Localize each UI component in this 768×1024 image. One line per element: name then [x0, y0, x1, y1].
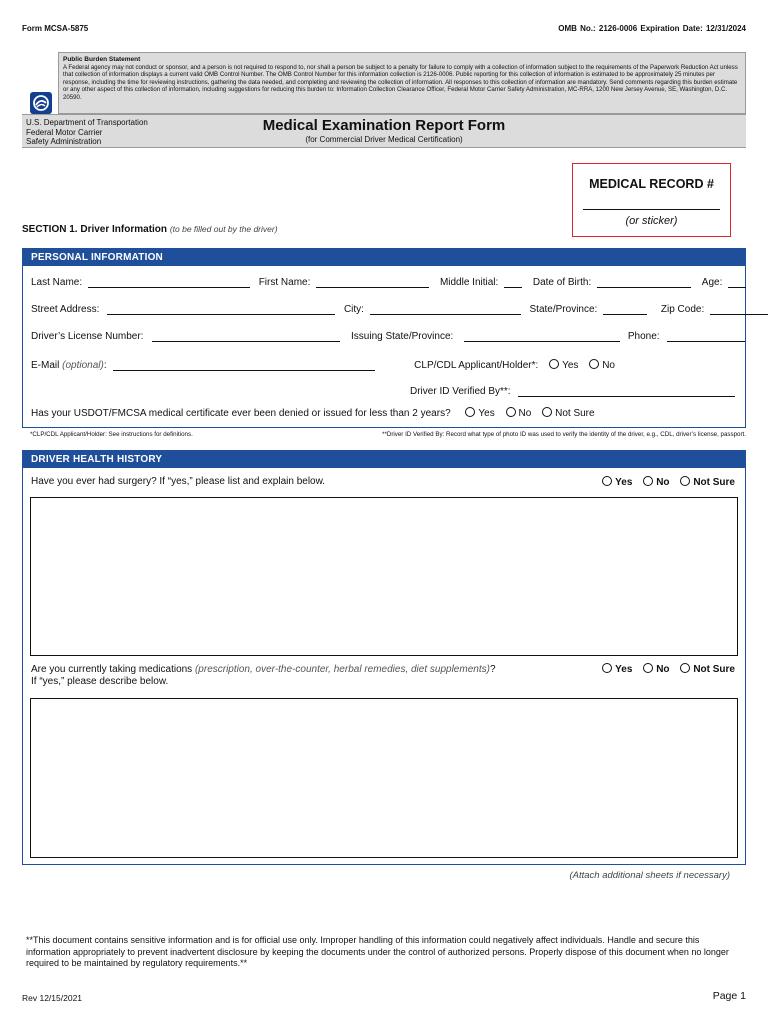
- city-field[interactable]: [370, 304, 521, 315]
- certificate-question: Has your USDOT/FMCSA medical certificate ever been denied or issued for less than 2 years?: [31, 408, 451, 419]
- dot-logo-icon: [30, 92, 52, 114]
- clp-no-label: No: [602, 360, 615, 371]
- license-number-label: Driver’s License Number:: [31, 331, 144, 342]
- personal-information-panel: [22, 248, 746, 428]
- issuing-state-field[interactable]: [464, 331, 620, 342]
- clp-yes-option[interactable]: [549, 360, 578, 371]
- personal-information-heading: PERSONAL INFORMATION: [23, 249, 745, 266]
- clp-yes-radio[interactable]: [549, 359, 559, 369]
- medications-question-text: Are you currently taking medications: [31, 664, 193, 675]
- email-field[interactable]: [113, 360, 375, 371]
- cert-not-sure-option[interactable]: [542, 408, 594, 419]
- clp-no-option[interactable]: [589, 360, 615, 371]
- meds-no-radio[interactable]: [643, 663, 653, 673]
- age-field[interactable]: [728, 277, 746, 288]
- surgery-no-radio[interactable]: [643, 476, 653, 486]
- surgery-yes-radio[interactable]: [602, 476, 612, 486]
- burden-title: Public Burden Statement: [63, 56, 141, 63]
- surgery-not-sure-option[interactable]: [680, 477, 735, 488]
- surgery-yes-option[interactable]: [602, 477, 632, 488]
- email-optional-note: (optional): [62, 360, 104, 371]
- email-colon: :: [103, 360, 107, 371]
- medical-record-sticker-note: (or sticker): [625, 215, 678, 227]
- driver-health-history-heading: DRIVER HEALTH HISTORY: [23, 451, 745, 468]
- clp-no-radio[interactable]: [589, 359, 599, 369]
- dob-field[interactable]: [597, 277, 691, 288]
- state-field[interactable]: [603, 304, 647, 315]
- medications-describe: If “yes,” please describe below.: [31, 676, 169, 687]
- meds-yes-label: Yes: [615, 664, 633, 675]
- section-1-note: (to be filled out by the driver): [169, 224, 278, 234]
- surgery-explanation-box[interactable]: [30, 497, 738, 656]
- meds-no-option[interactable]: [643, 664, 669, 675]
- state-label: State/Province:: [529, 304, 598, 315]
- first-name-label: First Name:: [258, 277, 311, 288]
- medications-description-box[interactable]: [30, 698, 738, 858]
- burden-text: A Federal agency may not conduct or sponsor, and a person is not required to respond to, nor shall a person be subject to a penalty for failure to comply with a collection of information subject to the requirements of the Paperwork Reduction Act unless that collection of information displays a current valid OMB Control Number. The OMB Control Number for this information collection is 2126-0006. Public reporting for this collection of information is estimated to be approximately 25 minutes per response, including the time for reviewing instructions, gathering the data needed, and completing and reviewing the collection of information. All responses to this collection of information are mandatory. Send comments regarding this burden estimate or any other aspect of this collection of information, including suggestions for reducing this burden to: Information Collection Clearance Officer, Federal Motor Carrier Safety Administration, MC-RRA, 1200 New Jersey Avenue, SE, Washington, D.C. 20590.: [63, 64, 738, 101]
- row-address: [31, 304, 768, 315]
- issuing-state-label: Issuing State/Province:: [351, 331, 454, 342]
- last-name-label: Last Name:: [31, 277, 83, 288]
- meds-yes-radio[interactable]: [602, 663, 612, 673]
- cert-no-label: No: [518, 408, 532, 419]
- cert-not-sure-radio[interactable]: [542, 407, 552, 417]
- medications-question-end: ?: [489, 664, 496, 675]
- meds-no-label: No: [656, 664, 670, 675]
- clp-yes-label: Yes: [562, 360, 579, 371]
- surgery-not-sure-radio[interactable]: [680, 476, 690, 486]
- surgery-no-option[interactable]: [643, 477, 669, 488]
- street-address-label: Street Address:: [31, 304, 100, 315]
- agency-line-3: Safety Administration: [26, 137, 102, 146]
- form-title: Medical Examination Report Form: [262, 117, 506, 134]
- surgery-options: [594, 476, 735, 488]
- meds-not-sure-option[interactable]: [680, 664, 735, 675]
- phone-field[interactable]: [667, 331, 745, 342]
- middle-initial-label: Middle Initial:: [439, 277, 499, 288]
- clp-footnote: *CLP/CDL Applicant/Holder: See instructions for definitions.: [30, 431, 193, 438]
- row-email: [31, 359, 615, 371]
- surgery-yes-label: Yes: [615, 477, 633, 488]
- medical-record-box[interactable]: [572, 163, 731, 237]
- street-address-field[interactable]: [107, 304, 335, 315]
- surgery-no-label: No: [656, 477, 670, 488]
- first-name-field[interactable]: [316, 277, 429, 288]
- medical-record-line[interactable]: [583, 209, 720, 210]
- city-label: City:: [343, 304, 364, 315]
- medications-question: [31, 664, 496, 688]
- cert-not-sure-label: Not Sure: [555, 408, 595, 419]
- dob-label: Date of Birth:: [532, 277, 592, 288]
- meds-not-sure-label: Not Sure: [693, 664, 735, 675]
- cert-yes-option[interactable]: [465, 408, 494, 419]
- surgery-question: Have you ever had surgery? If “yes,” please list and explain below.: [31, 476, 326, 487]
- driver-id-verified-field[interactable]: [518, 386, 735, 397]
- cert-yes-radio[interactable]: [465, 407, 475, 417]
- middle-initial-field[interactable]: [504, 277, 522, 288]
- revision-date: Rev 12/15/2021: [22, 993, 83, 1003]
- section-1-title: SECTION 1. Driver Information: [22, 224, 168, 235]
- omb-expiration: OMB No.: 2126-0006 Expiration Date: 12/31/2024: [558, 24, 746, 33]
- clp-cdl-label: CLP/CDL Applicant/Holder*:: [414, 360, 539, 371]
- agency-line-1: U.S. Department of Transportation: [26, 118, 148, 127]
- phone-label: Phone:: [627, 331, 660, 342]
- zip-field[interactable]: [710, 304, 768, 315]
- zip-label: Zip Code:: [660, 304, 705, 315]
- meds-not-sure-radio[interactable]: [680, 663, 690, 673]
- age-label: Age:: [701, 277, 723, 288]
- license-number-field[interactable]: [152, 331, 340, 342]
- cert-no-option[interactable]: [506, 408, 532, 419]
- page-number: Page 1: [712, 990, 746, 1002]
- row-names: [31, 277, 746, 288]
- email-label: E-Mail: [31, 360, 60, 371]
- burden-statement: [58, 52, 746, 114]
- attach-sheets-note: (Attach additional sheets if necessary): [569, 870, 730, 881]
- agency-line-2: Federal Motor Carrier: [26, 127, 103, 137]
- row-certificate: [31, 407, 595, 419]
- form-subtitle: (for Commercial Driver Medical Certification): [305, 135, 463, 144]
- driver-id-verified-label: Driver ID Verified By**:: [410, 386, 511, 397]
- surgery-not-sure-label: Not Sure: [693, 477, 735, 488]
- row-license: [31, 331, 745, 342]
- medications-note: (prescription, over-the-counter, herbal remedies, diet supplements): [194, 664, 490, 675]
- medications-options: [594, 663, 735, 675]
- sensitive-information-notice: **This document contains sensitive information and is for official use only. Improper handling of this information could negatively affect individuals. Handle and secure this information appropriately to prevent inadvertent disclosure by keeping the documents under the control of authorized persons. Properly dispose of this document when no longer required to be maintained by regulatory requirements.**: [26, 935, 729, 968]
- meds-yes-option[interactable]: [602, 664, 632, 675]
- form-id: Form MCSA-5875: [22, 24, 89, 33]
- cert-yes-label: Yes: [478, 408, 495, 419]
- medical-record-title: MEDICAL RECORD #: [589, 177, 714, 191]
- row-id-verified: [410, 386, 735, 397]
- section-1-heading: [22, 224, 278, 235]
- id-footnote: **Driver ID Verified By: Record what type of photo ID was used to verify the identity of the driver, e.g., CDL, driver’s license, passport.: [382, 431, 746, 438]
- driver-health-history-panel: [22, 450, 746, 865]
- cert-no-radio[interactable]: [506, 407, 516, 417]
- last-name-field[interactable]: [88, 277, 250, 288]
